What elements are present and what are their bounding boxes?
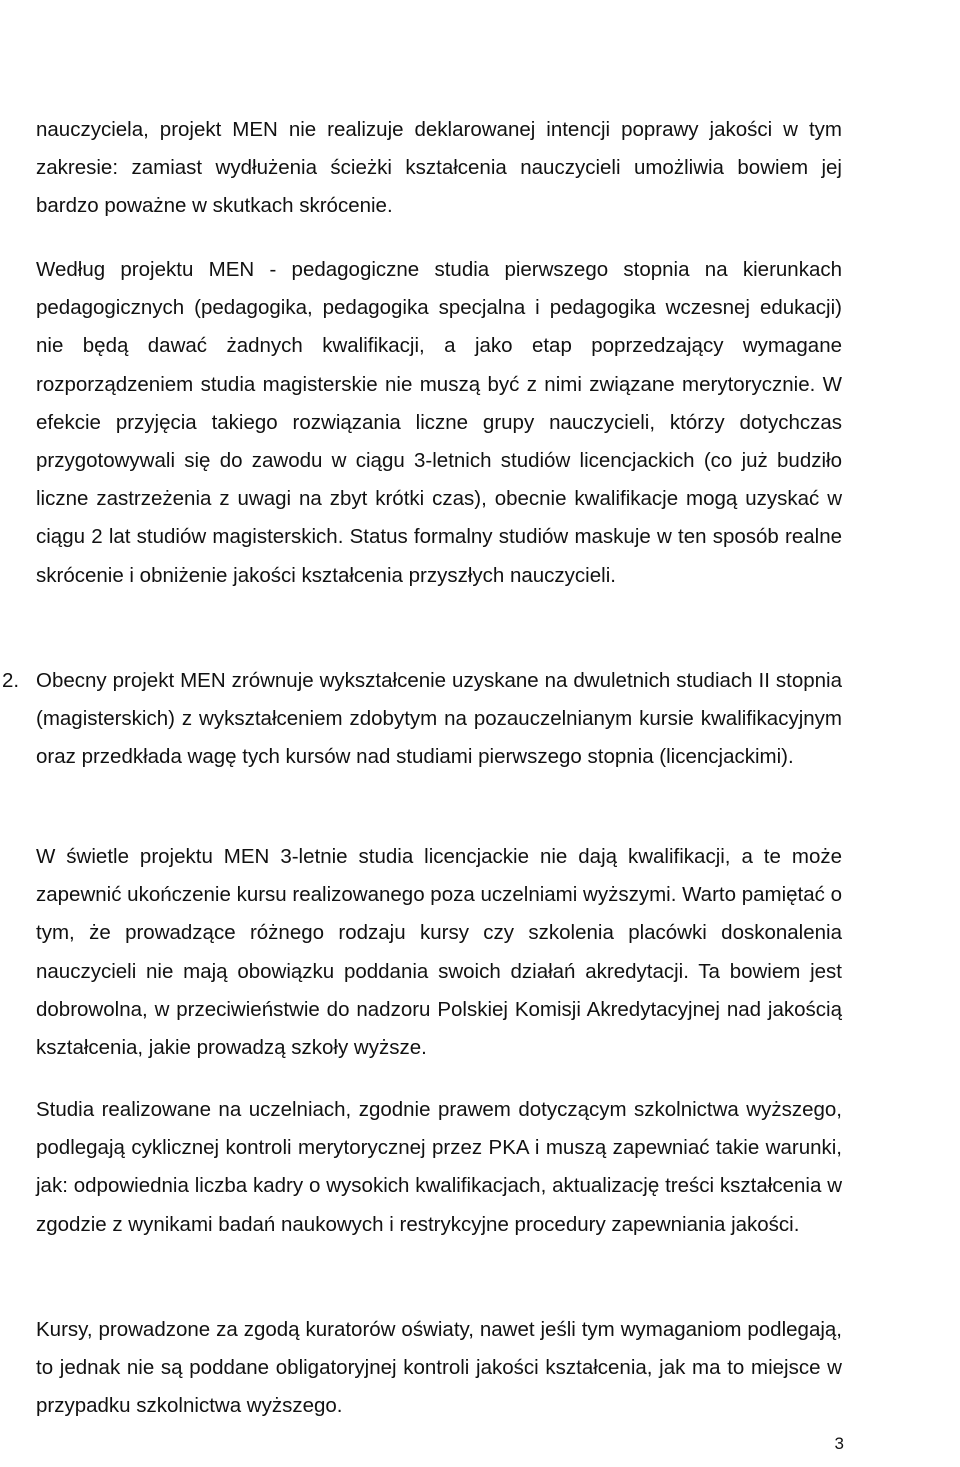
list-item-number: 2. <box>2 669 20 692</box>
paragraph-studia-realizowane: Studia realizowane na uczelniach, zgodnie prawem dotyczącym szkolnictwa wyższego, podlegają cyklicznej kontroli merytorycznej przez PKA i muszą zapewniać takie warunki, jak: odpowiednia liczba kadry o wysokich kwalifikacjach, aktualizację treści kształcenia w zgodzie z wynikami badań naukowych i restrykcyjne procedury zapewniania jakości. <box>36 1098 842 1236</box>
paragraph-w-swietle: W świetle projektu MEN 3-letnie studia licencjackie nie dają kwalifikacji, a te może zapewnić ukończenie kursu realizowanego poza uczelniami wyższymi. Warto pamiętać o tym, że prowadzące różnego rodzaju kursy czy szkolenia placówki doskonalenia nauczycieli nie mają obowiązku poddania swoich działań akredytacji. Ta bowiem jest dobrowolna, w przeciwieństwie do nadzoru Polskiej Komisji Akredytacyjnej nad jakością kształcenia, jakie prowadzą szkoły wyższe. <box>36 845 842 1060</box>
paragraph-item-2: Obecny projekt MEN zrównuje wykształcenie uzyskane na dwuletnich studiach II stopnia (magisterskich) z wykształceniem zdobytym na pozauczelnianym kursie kwalifikacyjnym oraz przedkłada wagę tych kursów nad studiami pierwszego stopnia (licencjackimi). <box>36 669 842 769</box>
page-number: 3 <box>834 1434 844 1453</box>
paragraph-projekt-men: Według projektu MEN - pedagogiczne studia pierwszego stopnia na kierunkach pedagogicznych (pedagogika, pedagogika specjalna i pedagogika wczesnej edukacji) nie będą dawać żadnych kwalifikacji, a jako etap poprzedzający wymagane rozporządzeniem studia magisterskie nie muszą być z nimi związane merytorycznie. W efekcie przyjęcia takiego rozwiązania liczne grupy nauczycieli, którzy dotychczas przygotowywali się do zawodu w ciągu 3-letnich studiów licencjackich (co już budziło liczne zastrzeżenia z uwagi na zbyt krótki czas), obecnie kwalifikacje mogą uzyskać w ciągu 2 lat studiów magisterskich. Status formalny studiów maskuje w ten sposób realne skrócenie i obniżenie jakości kształcenia przyszłych nauczycieli. <box>36 258 842 587</box>
paragraph-kursy: Kursy, prowadzone za zgodą kuratorów oświaty, nawet jeśli tym wymaganiom podlegają, to jednak nie są poddane obligatoryjnej kontroli jakości kształcenia, jak ma to miejsce w przypadku szkolnictwa wyższego. <box>36 1318 842 1418</box>
paragraph-intro: nauczyciela, projekt MEN nie realizuje deklarowanej intencji poprawy jakości w tym zakresie: zamiast wydłużenia ścieżki kształcenia nauczycieli umożliwia bowiem jej bardzo poważne w skutkach skrócenie. <box>36 118 842 218</box>
